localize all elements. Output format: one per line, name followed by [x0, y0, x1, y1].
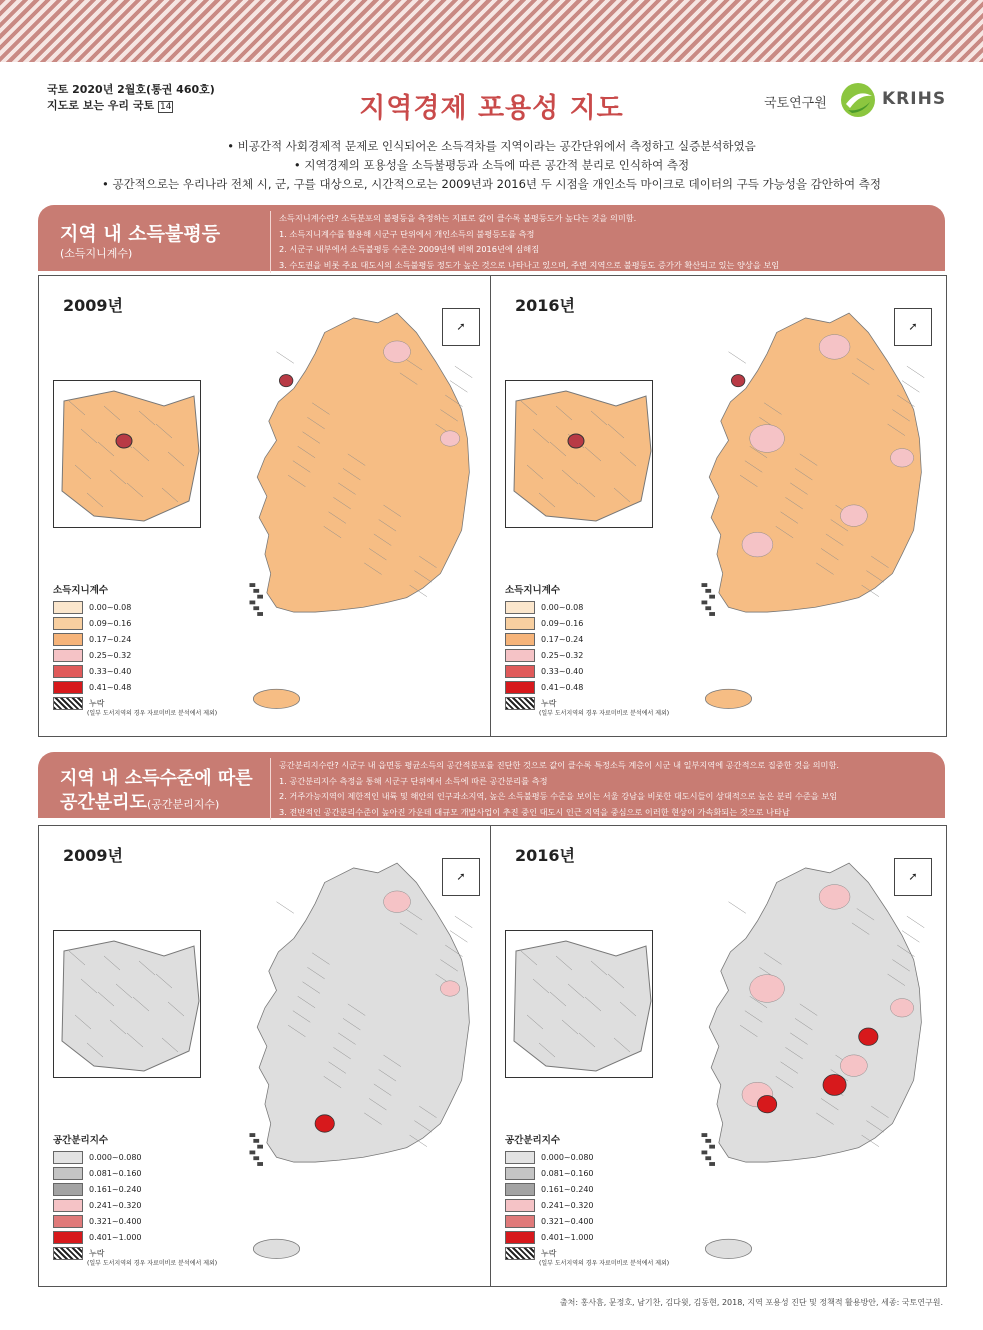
section2-title-line1: 지역 내 소득수준에 따른: [60, 768, 253, 789]
jeju-island: [705, 689, 751, 708]
legend-swatch: [53, 665, 83, 678]
section1-desc-line: 3. 수도권을 비롯 주요 대도시의 소득불평등 정도가 높은 것으로 나타나고 있으며, 주변 지역으로 불평등도 증가가 확산되고 있는 양상을 보임: [279, 259, 780, 270]
legend-item: [53, 631, 217, 647]
mainland-region: [709, 313, 921, 612]
legend-item: [53, 1197, 217, 1213]
krihs-logo-icon: [840, 82, 876, 118]
legend-note: (일부 도서지역의 경우 자료미비로 분석에서 제외): [87, 1260, 218, 1267]
legend-item: [53, 663, 217, 679]
legend-swatch: [505, 617, 535, 630]
legend-label: 0.161~0.240: [541, 1184, 594, 1194]
legend-item: [53, 599, 217, 615]
high-value-region: [731, 375, 745, 387]
korea-choropleth-map: [661, 836, 931, 1276]
map-legend: [53, 1132, 217, 1267]
legend-item: [53, 647, 217, 663]
high-value-region: [757, 1096, 776, 1113]
high-value-region: [315, 1115, 334, 1132]
bullet-3: • 공간적으로는 우리나라 전체 시, 군, 구를 대상으로, 시간적으로는 2009년과 2016년 두 시점을 개인소득 마이크로 데이터의 구득 가능성을 감안하여 측정: [102, 177, 881, 191]
section2-title-line2: 공간분리도: [60, 792, 147, 813]
legend-label: 0.00~0.08: [541, 602, 584, 612]
legend-swatch-hatched: [53, 1247, 83, 1260]
legend-label: 0.25~0.32: [89, 650, 132, 660]
legend-item: [505, 615, 669, 631]
legend-item: [505, 1181, 669, 1197]
korea-choropleth-map: [661, 286, 931, 726]
legend-swatch-hatched: [53, 697, 83, 710]
legend-item: [505, 1213, 669, 1229]
legend-item: [53, 1181, 217, 1197]
legend-label: 0.321~0.400: [541, 1216, 594, 1226]
high-value-region: [859, 1028, 878, 1045]
highlight-region: [440, 981, 459, 996]
compass-icon: ➚: [894, 858, 932, 896]
legend-title: 소득지니계수: [505, 585, 561, 596]
org-name: 국토연구원: [764, 96, 827, 111]
map-panel-gini-2009: [38, 275, 492, 737]
section2-desc-line: 2. 거주가능지역이 제한적인 내륙 및 해안의 인구과소지역, 높은 소득불평등 수준을 보이는 서울 강남을 비롯한 대도시들이 상대적으로 높은 분리 수준을 보임: [279, 791, 838, 801]
legend-title: 공간분리지수: [53, 1135, 109, 1146]
source-citation: 출처: 홍사흠, 문정호, 남기찬, 김다윗, 김동현, 2018, 지역 포용성 진단 및 정책적 활용방안, 세종: 국토연구원.: [559, 1298, 943, 1307]
legend-swatch-hatched: [505, 697, 535, 710]
logo-text: KRIHS: [882, 89, 947, 109]
capital-region-inset-map: [53, 930, 201, 1078]
legend-swatch: [505, 601, 535, 614]
legend-swatch: [53, 617, 83, 630]
legend-item: [505, 1197, 669, 1213]
map-panel-gini-2016: [490, 275, 947, 737]
korea-choropleth-map: [209, 836, 479, 1276]
legend-label: 0.401~1.000: [89, 1232, 142, 1242]
legend-swatch-hatched: [505, 1247, 535, 1260]
capital-region-inset-map: [505, 930, 653, 1078]
legend-swatch: [505, 681, 535, 694]
legend-title: 소득지니계수: [53, 585, 109, 596]
bullet-2: • 지역경제의 포용성을 소득불평등과 소득에 따른 공간적 분리로 인식하여 측정: [293, 158, 690, 172]
legend-swatch: [53, 649, 83, 662]
legend-label: 누락: [541, 1248, 557, 1258]
legend-swatch: [53, 1183, 83, 1196]
map-legend: [53, 582, 217, 717]
section2-description: [270, 758, 839, 820]
legend-label: 0.33~0.40: [541, 666, 584, 676]
issue-line1: 국토 2020년 2월호(통권 460호): [47, 83, 215, 96]
high-value-region: [823, 1075, 846, 1096]
section1-desc-line: 2. 시군구 내부에서 소득불평등 수준은 2009년에 비해 2016년에 심해짐: [279, 244, 540, 254]
legend-label: 0.00~0.08: [89, 602, 132, 612]
legend-item: [53, 1229, 217, 1245]
legend-label: 누락: [89, 698, 105, 708]
issue-number: 14: [159, 102, 172, 112]
legend-label: 0.241~0.320: [89, 1200, 142, 1210]
highlight-region: [891, 999, 914, 1018]
compass-icon: ➚: [442, 858, 480, 896]
legend-item: [505, 631, 669, 647]
highlight-region: [840, 505, 867, 527]
legend-note: (일부 도서지역의 경우 자료미비로 분석에서 제외): [539, 710, 670, 717]
legend-label: 0.081~0.160: [89, 1168, 142, 1178]
legend-swatch: [505, 1231, 535, 1244]
legend-item: [53, 679, 217, 695]
section1-desc-line: 1. 소득지니계수를 활용해 시군구 단위에서 개인소득의 불평등도를 측정: [279, 228, 535, 239]
legend-item: [505, 1165, 669, 1181]
map-legend: [505, 1132, 669, 1267]
legend-swatch: [53, 1167, 83, 1180]
legend-label: 0.081~0.160: [541, 1168, 594, 1178]
highlight-region: [440, 431, 459, 446]
legend-swatch: [505, 1199, 535, 1212]
legend-swatch: [53, 633, 83, 646]
mainland-region: [257, 863, 469, 1162]
legend-label: 누락: [541, 698, 557, 708]
legend-item: [53, 615, 217, 631]
legend-item: [53, 1213, 217, 1229]
legend-swatch: [505, 1151, 535, 1164]
summary-bullets: [0, 137, 983, 194]
highlight-region: [384, 341, 411, 363]
section1-description: [270, 211, 779, 273]
section2-desc-line: 3. 전반적인 공간분리수준이 높아진 가운데 대규모 개발사업이 추진 중인 대도시 인근 지역을 중심으로 이러한 현상이 가속화되는 것으로 나타남: [279, 806, 790, 817]
legend-swatch: [505, 1215, 535, 1228]
legend-label: 0.000~0.080: [89, 1152, 142, 1162]
section1-desc-line: 소득지니계수란? 소득분포의 불평등을 측정하는 지표로 값이 클수록 불평등도가 높다는 것을 의미함.: [279, 213, 637, 223]
legend-item: [505, 647, 669, 663]
highlight-region: [819, 885, 850, 910]
highlight-region: [819, 335, 850, 360]
legend-swatch: [53, 1215, 83, 1228]
legend-item: [53, 1149, 217, 1165]
legend-title: 공간분리지수: [505, 1135, 561, 1146]
legend-swatch: [53, 1151, 83, 1164]
jeju-island: [705, 1239, 751, 1258]
legend-label: 0.41~0.48: [89, 682, 132, 692]
legend-label: 0.25~0.32: [541, 650, 584, 660]
legend-label: 0.161~0.240: [89, 1184, 142, 1194]
legend-label: 0.241~0.320: [541, 1200, 594, 1210]
top-stripe-banner: [0, 0, 983, 62]
legend-label: 0.17~0.24: [89, 634, 132, 644]
legend-item: [505, 679, 669, 695]
section2-desc-line: 공간분리지수란? 시군구 내 읍면동 평균소득의 공간적분포를 진단한 것으로 값이 클수록 특정소득 계층이 시군 내 일부지역에 공간적으로 집중한 것을 의미함.: [279, 760, 839, 770]
legend-swatch: [505, 649, 535, 662]
map-year-label: 2016년: [515, 296, 575, 315]
legend-note: (일부 도서지역의 경우 자료미비로 분석에서 제외): [87, 710, 218, 717]
section-income-inequality-header: [38, 205, 945, 271]
capital-region-inset-map: [505, 380, 653, 528]
page-title: 지역경제 포용성 지도: [359, 93, 624, 124]
section2-title-sub: (공간분리지수): [146, 798, 220, 811]
highlight-region: [384, 891, 411, 913]
legend-item: [505, 663, 669, 679]
section1-title: 지역 내 소득불평등: [60, 223, 221, 245]
legend-label: 0.09~0.16: [541, 618, 584, 628]
legend-item: [53, 1165, 217, 1181]
legend-swatch: [53, 681, 83, 694]
map-year-label: 2009년: [63, 296, 123, 315]
map-panel-segregation-2009: [38, 825, 492, 1287]
legend-swatch: [505, 1183, 535, 1196]
highlight-region: [750, 975, 785, 1003]
jeju-island: [253, 689, 299, 708]
legend-swatch: [505, 633, 535, 646]
legend-label: 누락: [89, 1248, 105, 1258]
jeju-island: [253, 1239, 299, 1258]
map-year-label: 2016년: [515, 846, 575, 865]
legend-swatch: [53, 1231, 83, 1244]
capital-region-inset-map: [53, 380, 201, 528]
mainland-region: [709, 863, 921, 1162]
section1-subtitle: (소득지니계수): [60, 247, 133, 260]
highlight-region: [750, 425, 785, 453]
legend-item: [505, 1149, 669, 1165]
legend-item: [505, 599, 669, 615]
compass-icon: ➚: [894, 308, 932, 346]
legend-swatch: [53, 1199, 83, 1212]
legend-label: 0.321~0.400: [89, 1216, 142, 1226]
legend-label: 0.09~0.16: [89, 618, 132, 628]
legend-note: (일부 도서지역의 경우 자료미비로 분석에서 제외): [539, 1260, 670, 1267]
legend-label: 0.33~0.40: [89, 666, 132, 676]
map-legend: [505, 582, 669, 717]
legend-label: 0.000~0.080: [541, 1152, 594, 1162]
section2-desc-line: 1. 공간분리지수 측정을 통해 시군구 단위에서 소득에 따른 공간분리를 측정: [279, 775, 548, 786]
legend-swatch: [53, 601, 83, 614]
map-panel-segregation-2016: [490, 825, 947, 1287]
compass-icon: ➚: [442, 308, 480, 346]
legend-swatch: [505, 1167, 535, 1180]
legend-swatch: [505, 665, 535, 678]
highlight-region: [891, 449, 914, 468]
highlight-region: [742, 532, 773, 557]
legend-label: 0.41~0.48: [541, 682, 584, 692]
issue-line2: 지도로 보는 우리 국토: [47, 99, 155, 112]
highlight-region: [840, 1055, 867, 1077]
legend-item: [505, 1229, 669, 1245]
korea-choropleth-map: [209, 286, 479, 726]
bullet-1: • 비공간적 사회경제적 문제로 인식되어온 소득격차를 지역이라는 공간단위에서 측정하고 실증분석하였음: [227, 139, 756, 153]
section-spatial-segregation-header: [38, 752, 945, 818]
mainland-region: [257, 313, 469, 612]
legend-label: 0.17~0.24: [541, 634, 584, 644]
high-value-region: [279, 375, 293, 387]
legend-label: 0.401~1.000: [541, 1232, 594, 1242]
map-year-label: 2009년: [63, 846, 123, 865]
